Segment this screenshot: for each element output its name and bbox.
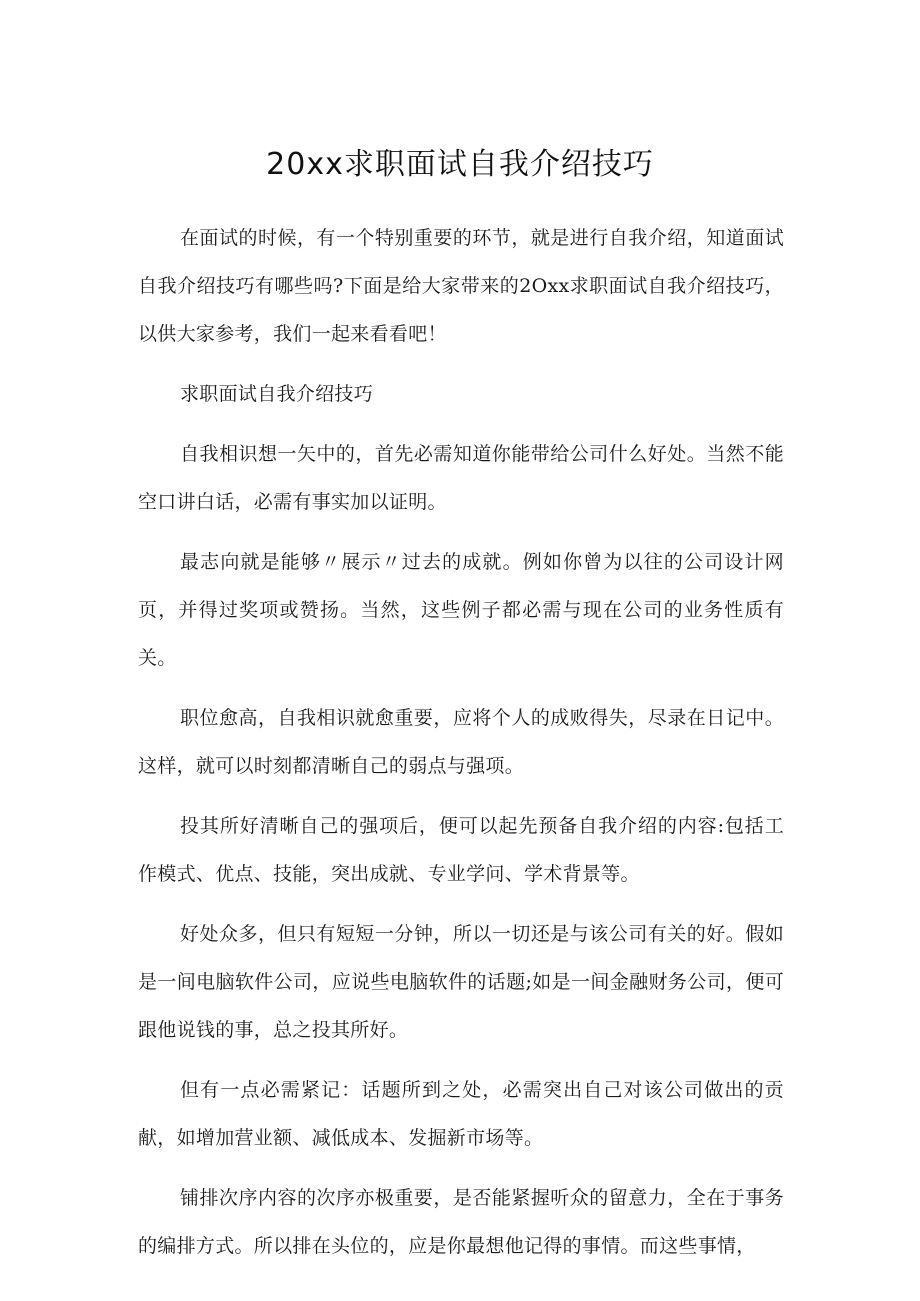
paragraph: 最志向就是能够〃展示〃过去的成就。例如你曾为以往的公司设计网页，并得过奖项或赞扬。当然，这些例子都必需与现在公司的业务性质有关。 <box>138 551 784 669</box>
document-body <box>138 214 784 1282</box>
paragraph: 投其所好清晰自己的强项后，便可以起先预备自我介绍的内容:包括工作模式、优点、技能，突出成就、专业学问、学术背景等。 <box>138 815 784 885</box>
document-title: 20xx求职面试自我介绍技巧 <box>266 147 654 182</box>
paragraph: 好处众多，但只有短短一分钟，所以一切还是与该公司有关的好。假如是一间电脑软件公司，应说些电脑软件的话题;如是一间金融财务公司，便可跟他说钱的事，总之投其所好。 <box>138 923 784 1041</box>
paragraph: 职位愈高，自我相识就愈重要，应将个人的成败得失，尽录在日记中。这样，就可以时刻都清晰自己的弱点与强项。 <box>138 707 784 777</box>
paragraph-intro: 在面试的时候，有一个特别重要的环节，就是进行自我介绍，知道面试自我介绍技巧有哪些吗?下面是给大家带来的2Oxx求职面试自我介绍技巧，以供大家参考，我们一起来看看吧！ <box>138 227 784 345</box>
paragraph: 但有一点必需紧记：话题所到之处，必需突出自己对该公司做出的贡献，如增加营业额、减低成本、发掘新市场等。 <box>138 1079 784 1149</box>
section-heading: 求职面试自我介绍技巧 <box>180 383 374 405</box>
paragraph: 铺排次序内容的次序亦极重要，是否能紧握听众的留意力，全在于事务的编排方式。所以排在头位的，应是你最想他记得的事情。而这些事情， <box>138 1187 784 1257</box>
paragraph: 自我相识想一矢中的，首先必需知道你能带给公司什么好处。当然不能空口讲白话，必需有事实加以证明。 <box>138 443 784 513</box>
